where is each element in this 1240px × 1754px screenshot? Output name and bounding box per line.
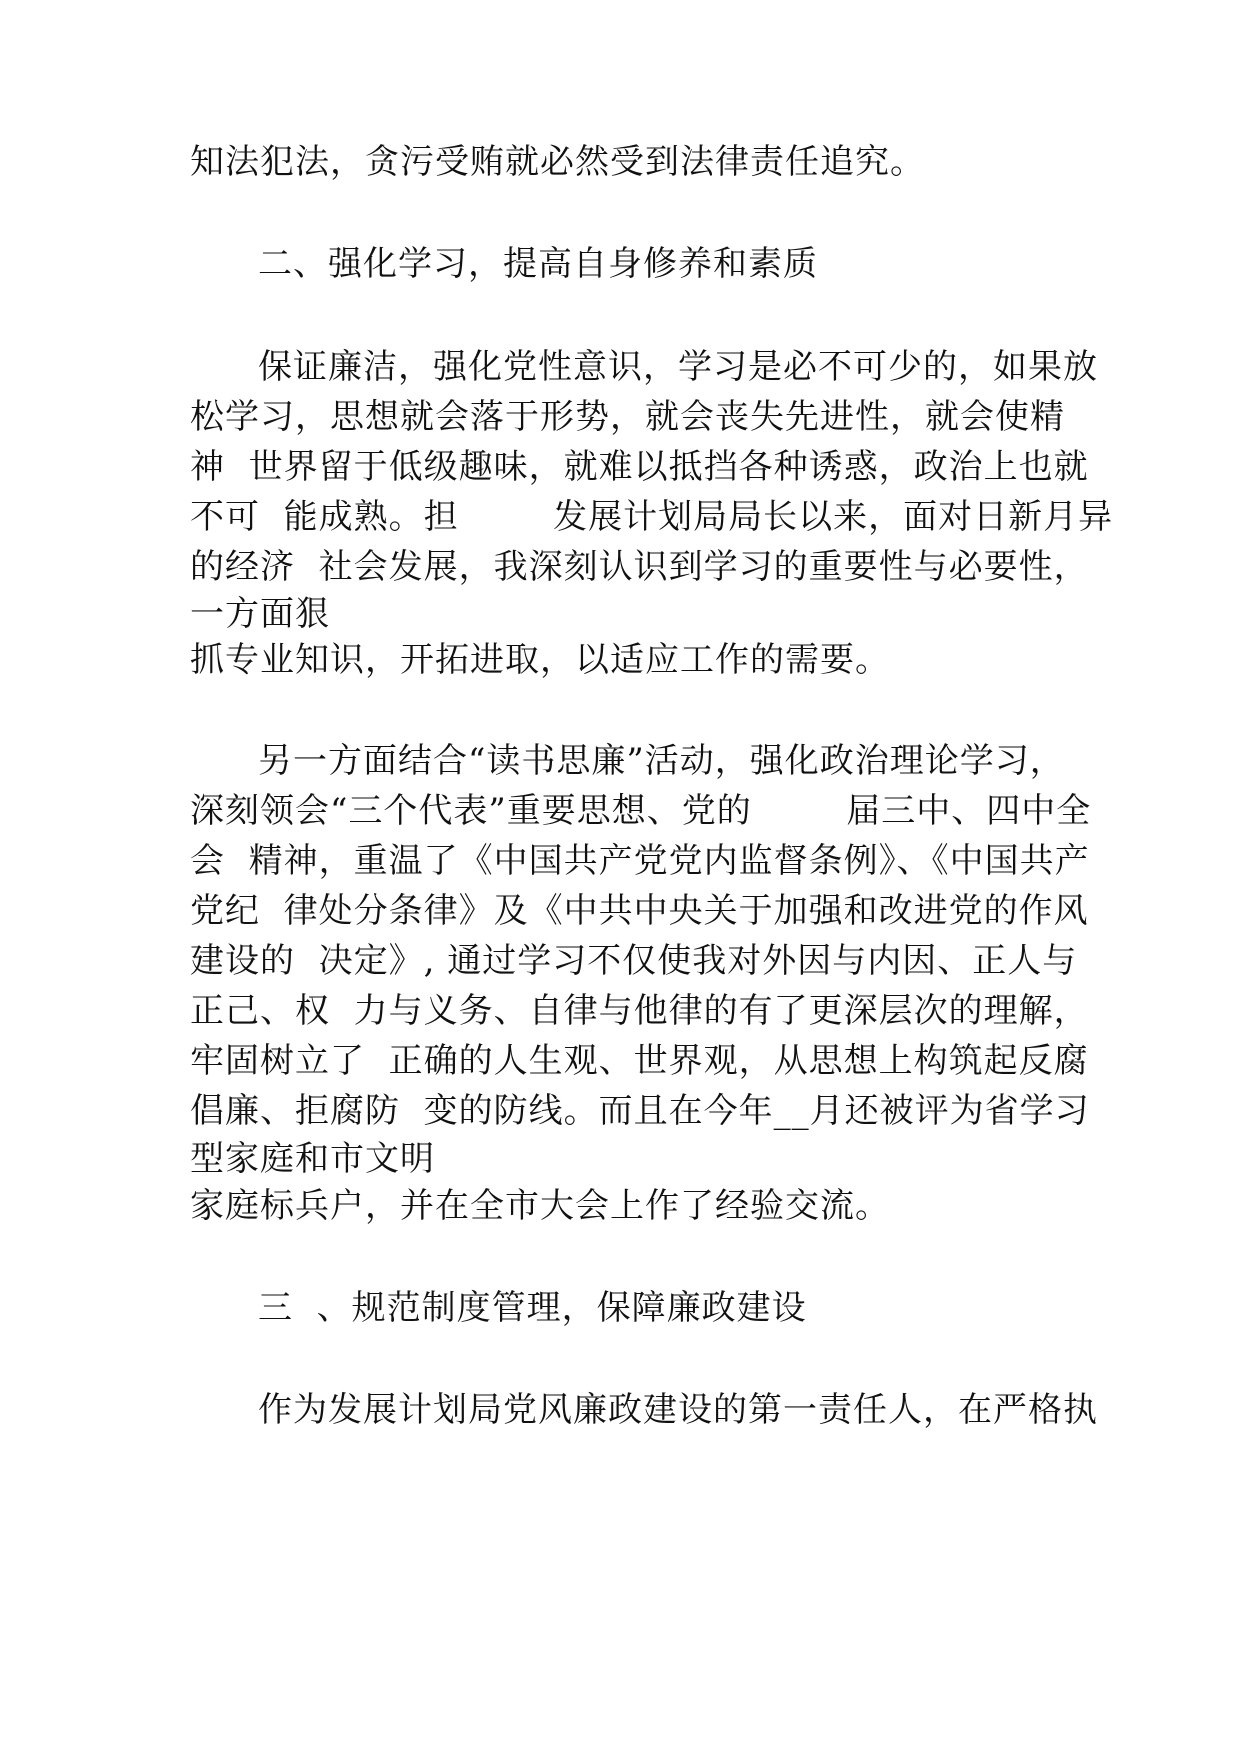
text-line: 会 精神，重温了《中国共产党党内监督条例》、《中国共产 xyxy=(190,841,1090,881)
text-line: 家庭标兵户，并在全市大会上作了经验交流。 xyxy=(190,1186,890,1226)
paragraph-first-line: 作为发展计划局党风廉政建设的第一责任人，在严格执 xyxy=(258,1390,1098,1430)
text-line: 党纪 律处分条律》及《中共中央关于加强和改进党的作风 xyxy=(190,891,1089,931)
section-heading: 三 、规范制度管理，保障廉政建设 xyxy=(258,1288,807,1328)
text-line: 深刻领会“三个代表”重要思想、党的 届三中、四中全 xyxy=(190,791,1092,831)
text-line: 抓专业知识，开拓进取，以适应工作的需要。 xyxy=(190,640,890,680)
paragraph-first-line: 另一方面结合“读书思廉”活动，强化政治理论学习， xyxy=(258,741,1065,781)
text-line: 建设的 决定》, 通过学习不仅使我对外因与内因、正人与 xyxy=(190,941,1078,981)
text-line: 牢固树立了 正确的人生观、世界观，从思想上构筑起反腐 xyxy=(190,1041,1089,1081)
section-heading: 二、强化学习，提高自身修养和素质 xyxy=(258,244,818,284)
text-line: 型家庭和市文明 xyxy=(190,1139,435,1179)
text-line: 正己、权 力与义务、自律与他律的有了更深层次的理解， xyxy=(190,991,1089,1031)
text-line: 不可 能成熟。担 发展计划局局长以来，面对日新月异 xyxy=(190,497,1114,537)
text-line: 知法犯法，贪污受贿就必然受到法律责任追究。 xyxy=(190,142,925,182)
text-line: 一方面狠 xyxy=(190,594,330,634)
text-line: 倡廉、拒腐防 变的防线。而且在今年__月还被评为省学习 xyxy=(190,1091,1090,1131)
text-line: 神 世界留于低级趣味，就难以抵挡各种诱惑，政治上也就 xyxy=(190,447,1089,487)
paragraph-first-line: 保证廉洁，强化党性意识，学习是必不可少的，如果放 xyxy=(258,347,1098,387)
text-line: 松学习，思想就会落于形势，就会丧失先进性，就会使精 xyxy=(190,397,1065,437)
text-line: 的经济 社会发展，我深刻认识到学习的重要性与必要性， xyxy=(190,547,1089,587)
